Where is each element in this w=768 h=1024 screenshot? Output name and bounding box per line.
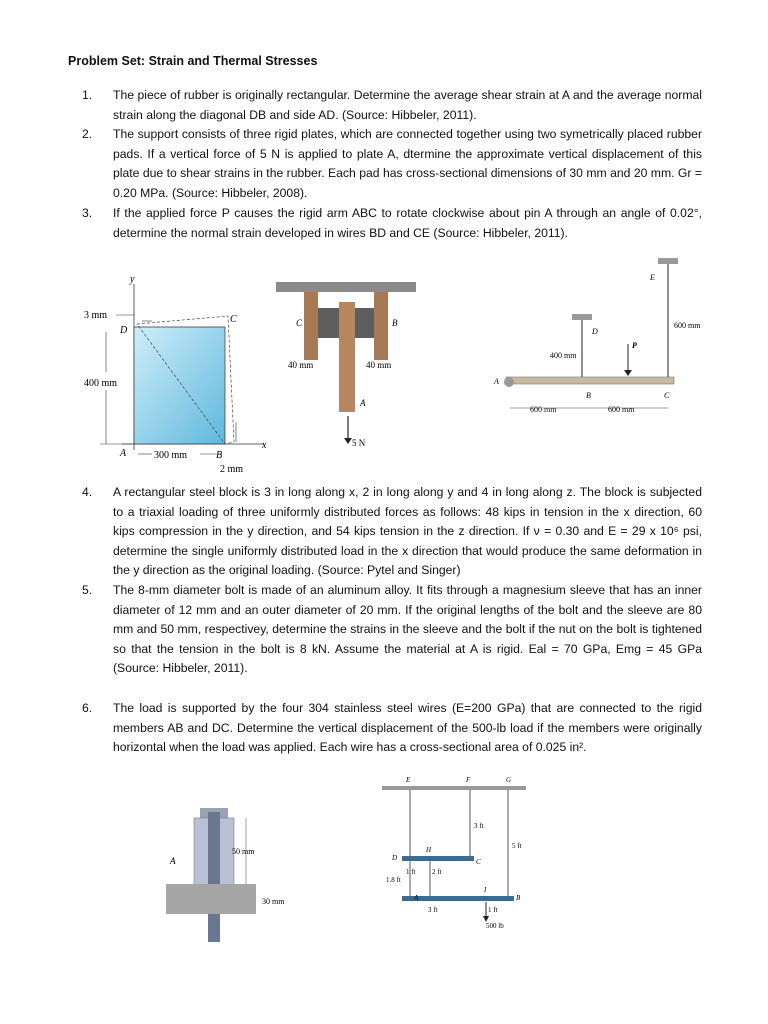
dim-5ft: 5 ft <box>512 842 522 850</box>
label-D: D <box>592 327 598 336</box>
figure-rubber-pads <box>272 278 422 453</box>
span-bc: 600 mm <box>608 405 635 414</box>
plate-C <box>304 292 318 360</box>
dim-1ft-b: 1 ft <box>488 906 498 914</box>
problem-2 <box>82 125 702 203</box>
top-support <box>276 282 416 292</box>
label-G: G <box>506 776 512 784</box>
problem-number: 2. <box>82 127 93 141</box>
pad-right-dim: 40 mm <box>366 360 392 370</box>
label-A: A <box>414 894 419 902</box>
problem-text: If the applied force P causes the rigid arm ABC to rotate clockwise about pin A through an angle of 0.02°, determine the normal strain developed in wires BD and CE (Source: Hibbeler, 2011). <box>113 206 702 240</box>
rigid-base <box>166 884 256 914</box>
dim-bottom: 300 mm <box>154 450 188 461</box>
dim-3ft: 3 ft <box>474 822 484 830</box>
problem-text: The load is supported by the four 304 stainless steel wires (E=200 GPa) that are connected to the rigid members AB and DC. Determine the vertical displacement of the 500-lb load if the members were originally horizontal when the load was applied. Each wire has a cross-sectional area of 0.025 in². <box>113 701 702 755</box>
dim-3ft-b: 3 ft <box>428 906 438 914</box>
label-E: E <box>406 776 411 784</box>
problem-text: The piece of rubber is originally rectangular. Determine the average shear strain at A and the average normal strain along the diagonal DB and side AD. (Source: Hibbeler, 2011). <box>113 88 702 122</box>
label-A: A <box>120 448 127 459</box>
problem-6 <box>82 699 702 758</box>
problem-number: 6. <box>82 701 93 715</box>
problem-text: The support consists of three rigid plates, which are connected together using two symetrically placed rubber pads. If a vertical force of 5 N is applied to plate A, dtermine the approximate vertical displacement of this plate due to shear strains in the rubber. Each pad has cross-sectional dimensions of 30 mm and 20 mm. Gr = 0.20 MPa. (Source: Hibbeler, 2008). <box>113 127 702 200</box>
label-A: A <box>360 398 366 408</box>
plate-B <box>374 292 388 360</box>
label-C: C <box>230 314 237 325</box>
dim-1-8ft: 1.8 ft <box>386 876 401 884</box>
len-ce: 600 mm <box>674 321 701 330</box>
figure-rigid-arm <box>488 258 713 423</box>
member-AB <box>402 896 514 901</box>
page-title: Problem Set: Strain and Thermal Stresses <box>68 54 318 68</box>
problem-text: The 8-mm diameter bolt is made of an aluminum alloy. It fits through a magnesium sleeve that has an inner diameter of 12 mm and an outer diameter of 20 mm. If the original lengths of the bolt and the sleeve are 80 mm and 50 mm, respectivey, determine the strains in the sleeve and the bolt if the nut on the bolt is tightened so that the tension in the bolt is 8 kN. Assume the material at A is rigid. Eal = 70 GPa, Emg = 45 GPa (Source: Hibbeler, 2011). <box>113 583 702 676</box>
label-A: A <box>170 856 176 866</box>
label-B: B <box>516 894 521 902</box>
dim-1ft-top: 1 ft <box>406 868 416 876</box>
dim-top: 3 mm <box>84 310 108 321</box>
label-P: P <box>632 341 637 350</box>
pad-left-dim: 40 mm <box>288 360 314 370</box>
problem-1 <box>82 86 702 125</box>
dim-corner: 2 mm <box>220 464 244 475</box>
figure-rubber-shear <box>82 272 282 477</box>
rubber-block <box>134 327 225 444</box>
dim-30: 30 mm <box>262 897 285 906</box>
problem-3 <box>82 204 702 243</box>
problem-5 <box>82 581 702 679</box>
label-C: C <box>476 858 481 866</box>
label-E: E <box>650 273 655 282</box>
dim-2ft: 2 ft <box>432 868 442 876</box>
span-ab: 600 mm <box>530 405 557 414</box>
label-I: I <box>484 886 487 894</box>
problem-text: A rectangular steel block is 3 in long along x, 2 in long along y and 4 in long along z. The block is subjected to a triaxial loading of three uniformly distributed forces as follows: 48 kips in tension in the x direction, 60 kips compression in the y direction, and 54 kips tension in the z direction. If ν = 0.30 and E = 29 x 10⁶ psi, determine the single uniformly distributed load in the x direction that would produce the same deformation in the y direction as the original loading. (Source: Pytel and Singer) <box>113 485 702 578</box>
dim-left: 400 mm <box>84 378 118 389</box>
problem-number: 5. <box>82 583 93 597</box>
plate-A <box>339 302 355 412</box>
problem-number: 3. <box>82 206 93 220</box>
dim-50: 50 mm <box>232 847 255 856</box>
figure-bolt-sleeve <box>160 808 310 953</box>
len-bd: 400 mm <box>550 351 577 360</box>
label-C: C <box>664 391 670 400</box>
force-label: 5 N <box>352 438 366 448</box>
label-C: C <box>296 318 303 328</box>
figure-wires <box>380 772 530 932</box>
label-H: H <box>426 846 432 854</box>
label-D: D <box>392 854 398 862</box>
problem-number: 1. <box>82 88 93 102</box>
bolt <box>208 812 220 942</box>
ceiling <box>382 786 526 790</box>
label-D: D <box>120 325 128 336</box>
rigid-arm <box>506 377 674 384</box>
label-F: F <box>466 776 471 784</box>
member-DC <box>402 856 474 861</box>
problem-4 <box>82 483 702 581</box>
problem-number: 4. <box>82 485 93 499</box>
label-B: B <box>586 391 591 400</box>
load-label: 500 lb <box>486 922 504 930</box>
x-axis-label: x <box>262 440 267 451</box>
y-axis-label: y <box>130 274 135 285</box>
label-B: B <box>392 318 398 328</box>
label-B: B <box>216 450 223 461</box>
label-A: A <box>494 377 499 386</box>
